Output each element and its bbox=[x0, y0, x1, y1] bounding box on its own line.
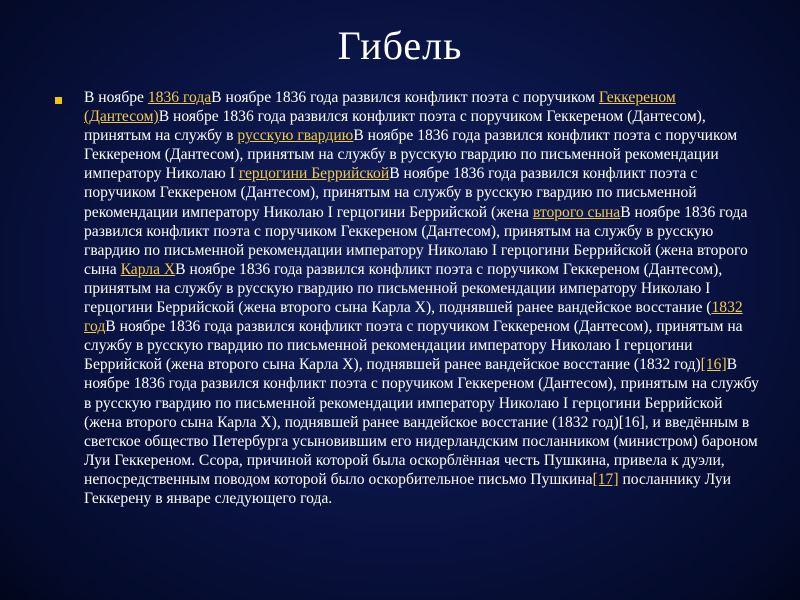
bullet-marker bbox=[55, 97, 62, 104]
text-segment: В ноябре bbox=[84, 89, 148, 106]
link-footnote-17[interactable]: [17] bbox=[592, 470, 619, 488]
link-russian-guard[interactable]: русскую гвардию bbox=[237, 127, 354, 145]
link-1836-year[interactable]: 1836 года bbox=[147, 89, 212, 106]
text-segment: В ноябре 1836 года развился конфликт поэта с поручиком Геккереном (Дантесом), принятым на службу в русскую гвардию по письменной рекомендации императору Николаю I bbox=[84, 127, 738, 183]
text-segment: В ноябре 1836 года развился конфликт поэта с поручиком Геккереном (Дантесом), принятым на службу в русскую гвардию по письменной рекомендации императору Николаю I герцогини Беррийской (жена bbox=[84, 165, 698, 221]
link-charles-x[interactable]: Карла X bbox=[120, 260, 176, 278]
link-1832-year[interactable]: 1832 год bbox=[84, 299, 743, 336]
text-segment: В ноябре 1836 года развился конфликт поэта с поручиком Геккереном (Дантесом), принятым на службу в русскую гвардию по письменной рекомендации императору Николаю I герцогини Беррийской (жена второго сына Карла X), поднявшей ранее вандейское восстание (1832 год) bbox=[84, 318, 743, 374]
link-heckeren-dantes[interactable]: Геккереном (Дантесом) bbox=[84, 89, 676, 126]
text-segment: В ноябре 1836 года развился конфликт поэта с поручиком Геккереном (Дантесом), принятым на службу в русскую гвардию по письменной рекомендации императору Николаю I герцогини Беррийской (жена второго сына bbox=[84, 203, 748, 278]
text-segment: посланнику Луи Геккерену в январе следующего года. bbox=[84, 470, 732, 507]
body-paragraph bbox=[84, 88, 760, 508]
link-second-son[interactable]: второго сына bbox=[532, 203, 621, 221]
text-segment: В ноябре 1836 года развился конфликт поэта с поручиком Геккереном (Дантесом), принятым на службу в русскую гвардию по письменной рекомендации императору Николаю I герцогини Беррийской (жена второго сына Карла X), поднявшей ранее вандейское восстание (1832 год)[16], и введённым в светское общество Петербурга усыновившим его нидерландским посланником (министром) бароном Луи Геккереном. Ссора, причиной которой была оскорблённая честь Пушкина, привела к дуэли, непосредственным поводом которой было оскорбительное письмо Пушкина bbox=[84, 356, 759, 488]
text-segment: В ноябре 1836 года развился конфликт поэта с поручиком Геккереном (Дантесом), принятым на службу в русскую гвардию по письменной рекомендации императору Николаю I герцогини Беррийской (жена второго сына Карла X), поднявшей ранее вандейское восстание ( bbox=[84, 260, 723, 317]
slide-body bbox=[84, 88, 760, 600]
link-duchess-berry[interactable]: герцогини Беррийской bbox=[238, 165, 390, 183]
link-footnote-16[interactable]: [16] bbox=[700, 356, 727, 374]
slide-title: Гибель bbox=[337, 23, 463, 68]
text-segment: В ноябре 1836 года развился конфликт поэта с поручиком Геккереном (Дантесом), принятым на службу в bbox=[84, 108, 706, 145]
text-segment: В ноябре 1836 года развился конфликт поэта с поручиком bbox=[211, 89, 599, 106]
